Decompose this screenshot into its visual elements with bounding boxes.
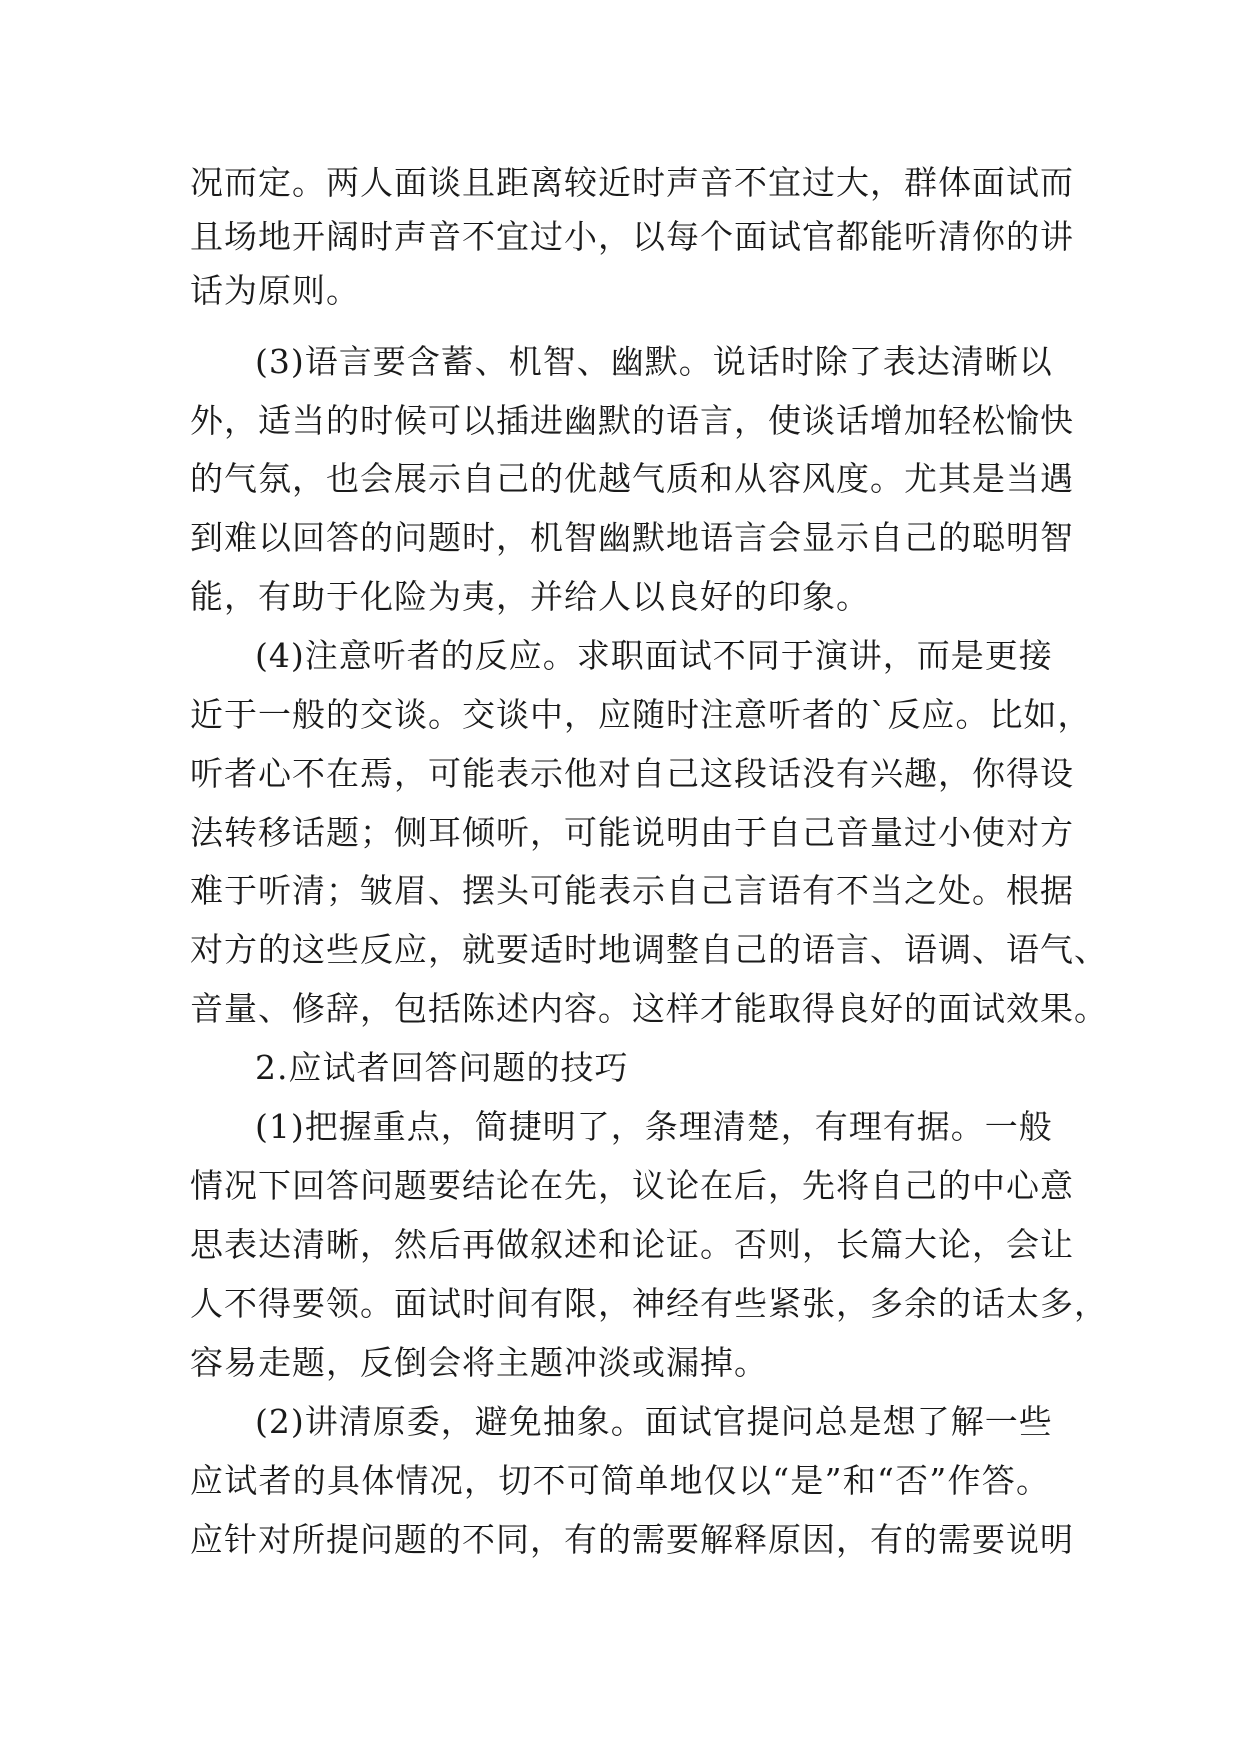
text-line: (3)语言要含蓄、机智、幽默。说话时除了表达清晰以 bbox=[255, 342, 1053, 381]
text-line: 外，适当的时候可以插进幽默的语言，使谈话增加轻松愉快 bbox=[190, 401, 1074, 440]
text-line: 音量、修辞，包括陈述内容。这样才能取得良好的面试效果。 bbox=[190, 989, 1108, 1028]
text-line: (1)把握重点，简捷明了，条理清楚，有理有据。一般 bbox=[255, 1107, 1053, 1146]
text-line: 况而定。两人面谈且距离较近时声音不宜过大，群体面试而 bbox=[190, 163, 1074, 202]
text-line: 应针对所提问题的不同，有的需要解释原因，有的需要说明 bbox=[190, 1520, 1074, 1559]
text-line: 且场地开阔时声音不宜过小，以每个面试官都能听清你的讲 bbox=[190, 217, 1074, 256]
text-line: 人不得要领。面试时间有限，神经有些紧张，多余的话太多， bbox=[190, 1284, 1108, 1323]
text-line: 对方的这些反应，就要适时地调整自己的语言、语调、语气、 bbox=[190, 930, 1108, 969]
text-line: 难于听清；皱眉、摆头可能表示自己言语有不当之处。根据 bbox=[190, 871, 1074, 910]
text-line: 到难以回答的问题时，机智幽默地语言会显示自己的聪明智 bbox=[190, 518, 1074, 557]
text-line: 近于一般的交谈。交谈中，应随时注意听者的`反应。比如， bbox=[190, 695, 1092, 734]
text-line: 思表达清晰，然后再做叙述和论证。否则，长篇大论，会让 bbox=[190, 1225, 1074, 1264]
text-line: 应试者的具体情况，切不可简单地仅以“是”和“否”作答。 bbox=[190, 1461, 1050, 1500]
text-line: 话为原则。 bbox=[190, 271, 360, 310]
text-line: 的气氛，也会展示自己的优越气质和从容风度。尤其是当遇 bbox=[190, 459, 1074, 498]
text-line: 能，有助于化险为夷，并给人以良好的印象。 bbox=[190, 577, 870, 616]
text-line: 情况下回答问题要结论在先，议论在后，先将自己的中心意 bbox=[190, 1166, 1074, 1205]
section-heading: 2.应试者回答问题的技巧 bbox=[255, 1048, 629, 1087]
text-line: 听者心不在焉，可能表示他对自己这段话没有兴趣，你得设 bbox=[190, 754, 1074, 793]
text-line: 容易走题，反倒会将主题冲淡或漏掉。 bbox=[190, 1343, 768, 1382]
text-line: 法转移话题；侧耳倾听，可能说明由于自己音量过小使对方 bbox=[190, 813, 1074, 852]
text-line: (2)讲清原委，避免抽象。面试官提问总是想了解一些 bbox=[255, 1402, 1053, 1441]
text-line: (4)注意听者的反应。求职面试不同于演讲，而是更接 bbox=[255, 636, 1053, 675]
